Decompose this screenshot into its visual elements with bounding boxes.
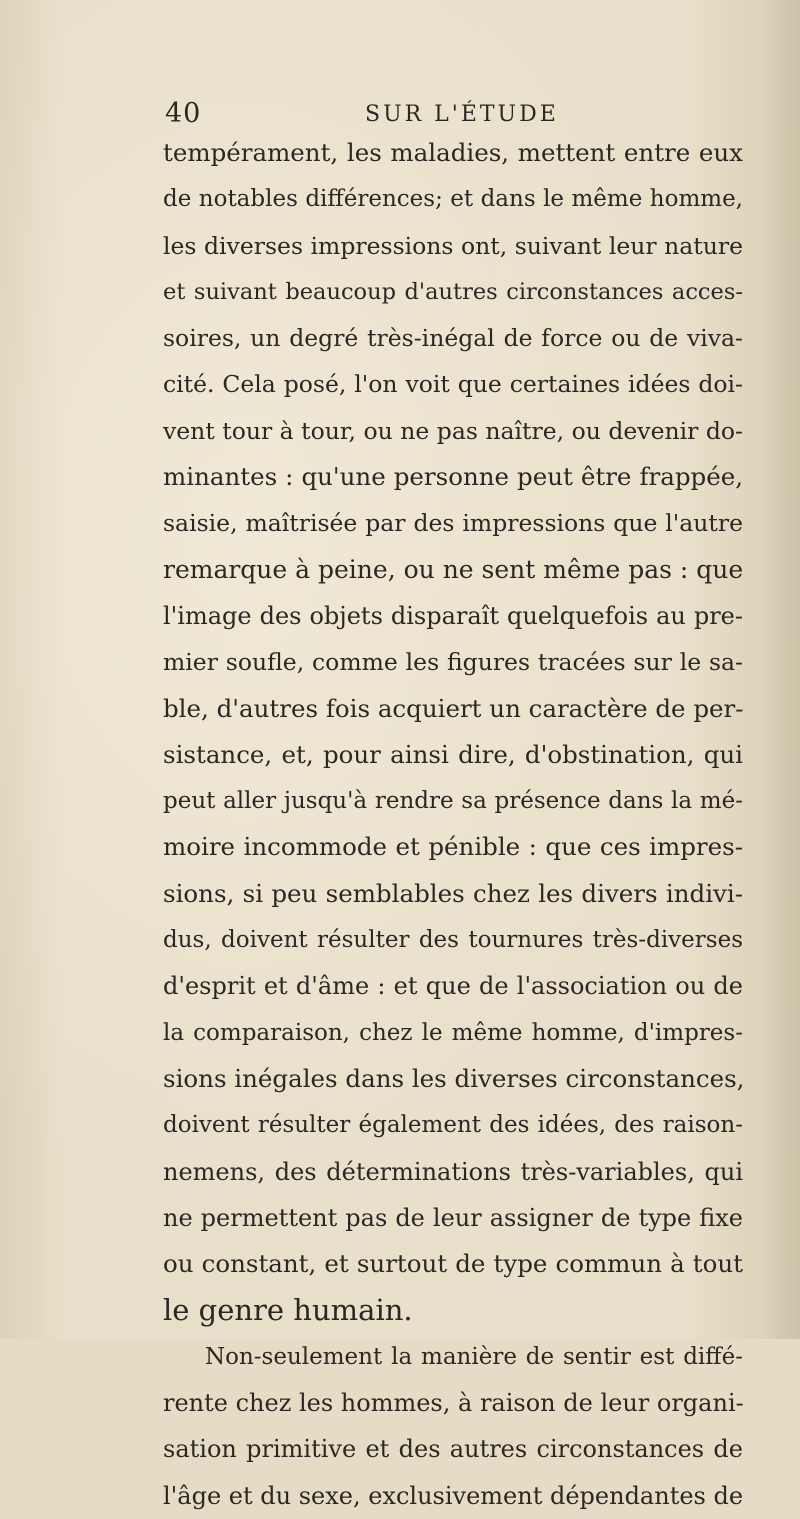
- page-header: [165, 98, 745, 134]
- text-line: remarque à peine, ou ne sent même pas : que: [163, 554, 744, 584]
- text-line: la comparaison, chez le même homme, d'impres-: [163, 1019, 743, 1046]
- text-line: doivent résulter également des idées, des raison-: [163, 1112, 743, 1139]
- text-line: cité. Cela posé, l'on voit que certaines idées doi-: [163, 370, 743, 399]
- page-number: 40: [165, 98, 202, 129]
- text-line: le genre humain.: [163, 1293, 413, 1328]
- text-line: d'esprit et d'âme : et que de l'association ou de: [163, 972, 743, 1001]
- text-line: saisie, maîtrisée par des impressions que l'autre: [163, 509, 743, 538]
- page-edge-shadow: [760, 0, 800, 1339]
- running-head: SUR L'ÉTUDE: [365, 102, 559, 127]
- text-line: dus, doivent résulter des tournures très-diverses: [163, 927, 743, 954]
- text-line: l'âge et du sexe, exclusivement dépendantes de: [163, 1481, 744, 1510]
- text-line: tempérament, les maladies, mettent entre eux: [163, 138, 743, 167]
- text-line: mier soufle, comme les figures tracées sur le sa-: [163, 648, 743, 677]
- text-line: ne permettent pas de leur assigner de type fixe: [163, 1203, 743, 1232]
- text-line: ou constant, et surtout de type commun à tout: [163, 1249, 743, 1279]
- text-line: et suivant beaucoup d'autres circonstances acces-: [163, 278, 743, 305]
- text-line: sistance, et, pour ainsi dire, d'obstination, qui: [163, 739, 743, 769]
- text-line: sions inégales dans les diverses circonstances,: [163, 1063, 745, 1093]
- text-line: minantes : qu'une personne peut être frappée,: [163, 462, 743, 492]
- text-line: ble, d'autres fois acquiert un caractère de per-: [163, 693, 744, 723]
- text-line: nemens, des déterminations très-variables, qui: [163, 1157, 743, 1186]
- text-line: rente chez les hommes, à raison de leur organi-: [163, 1389, 744, 1418]
- text-line: peut aller jusqu'à rendre sa présence dans la mé-: [163, 788, 743, 815]
- text-line: sions, si peu semblables chez les divers indivi-: [163, 878, 743, 908]
- text-line: Non-seulement la manière de sentir est diffé-: [205, 1343, 743, 1370]
- text-line: l'image des objets disparaît quelquefois au pre-: [163, 601, 743, 630]
- text-line: moire incommode et pénible : que ces impres-: [163, 832, 743, 862]
- text-line: les diverses impressions ont, suivant leur nature: [163, 231, 743, 260]
- body-text: [163, 130, 743, 1519]
- text-line: sation primitive et des autres circonstances de: [163, 1435, 743, 1464]
- text-line: de notables différences; et dans le même homme,: [163, 186, 743, 213]
- text-line: vent tour à tour, ou ne pas naître, ou devenir do-: [163, 416, 743, 445]
- text-line: soires, un degré très-inégal de force ou de viva-: [163, 324, 743, 353]
